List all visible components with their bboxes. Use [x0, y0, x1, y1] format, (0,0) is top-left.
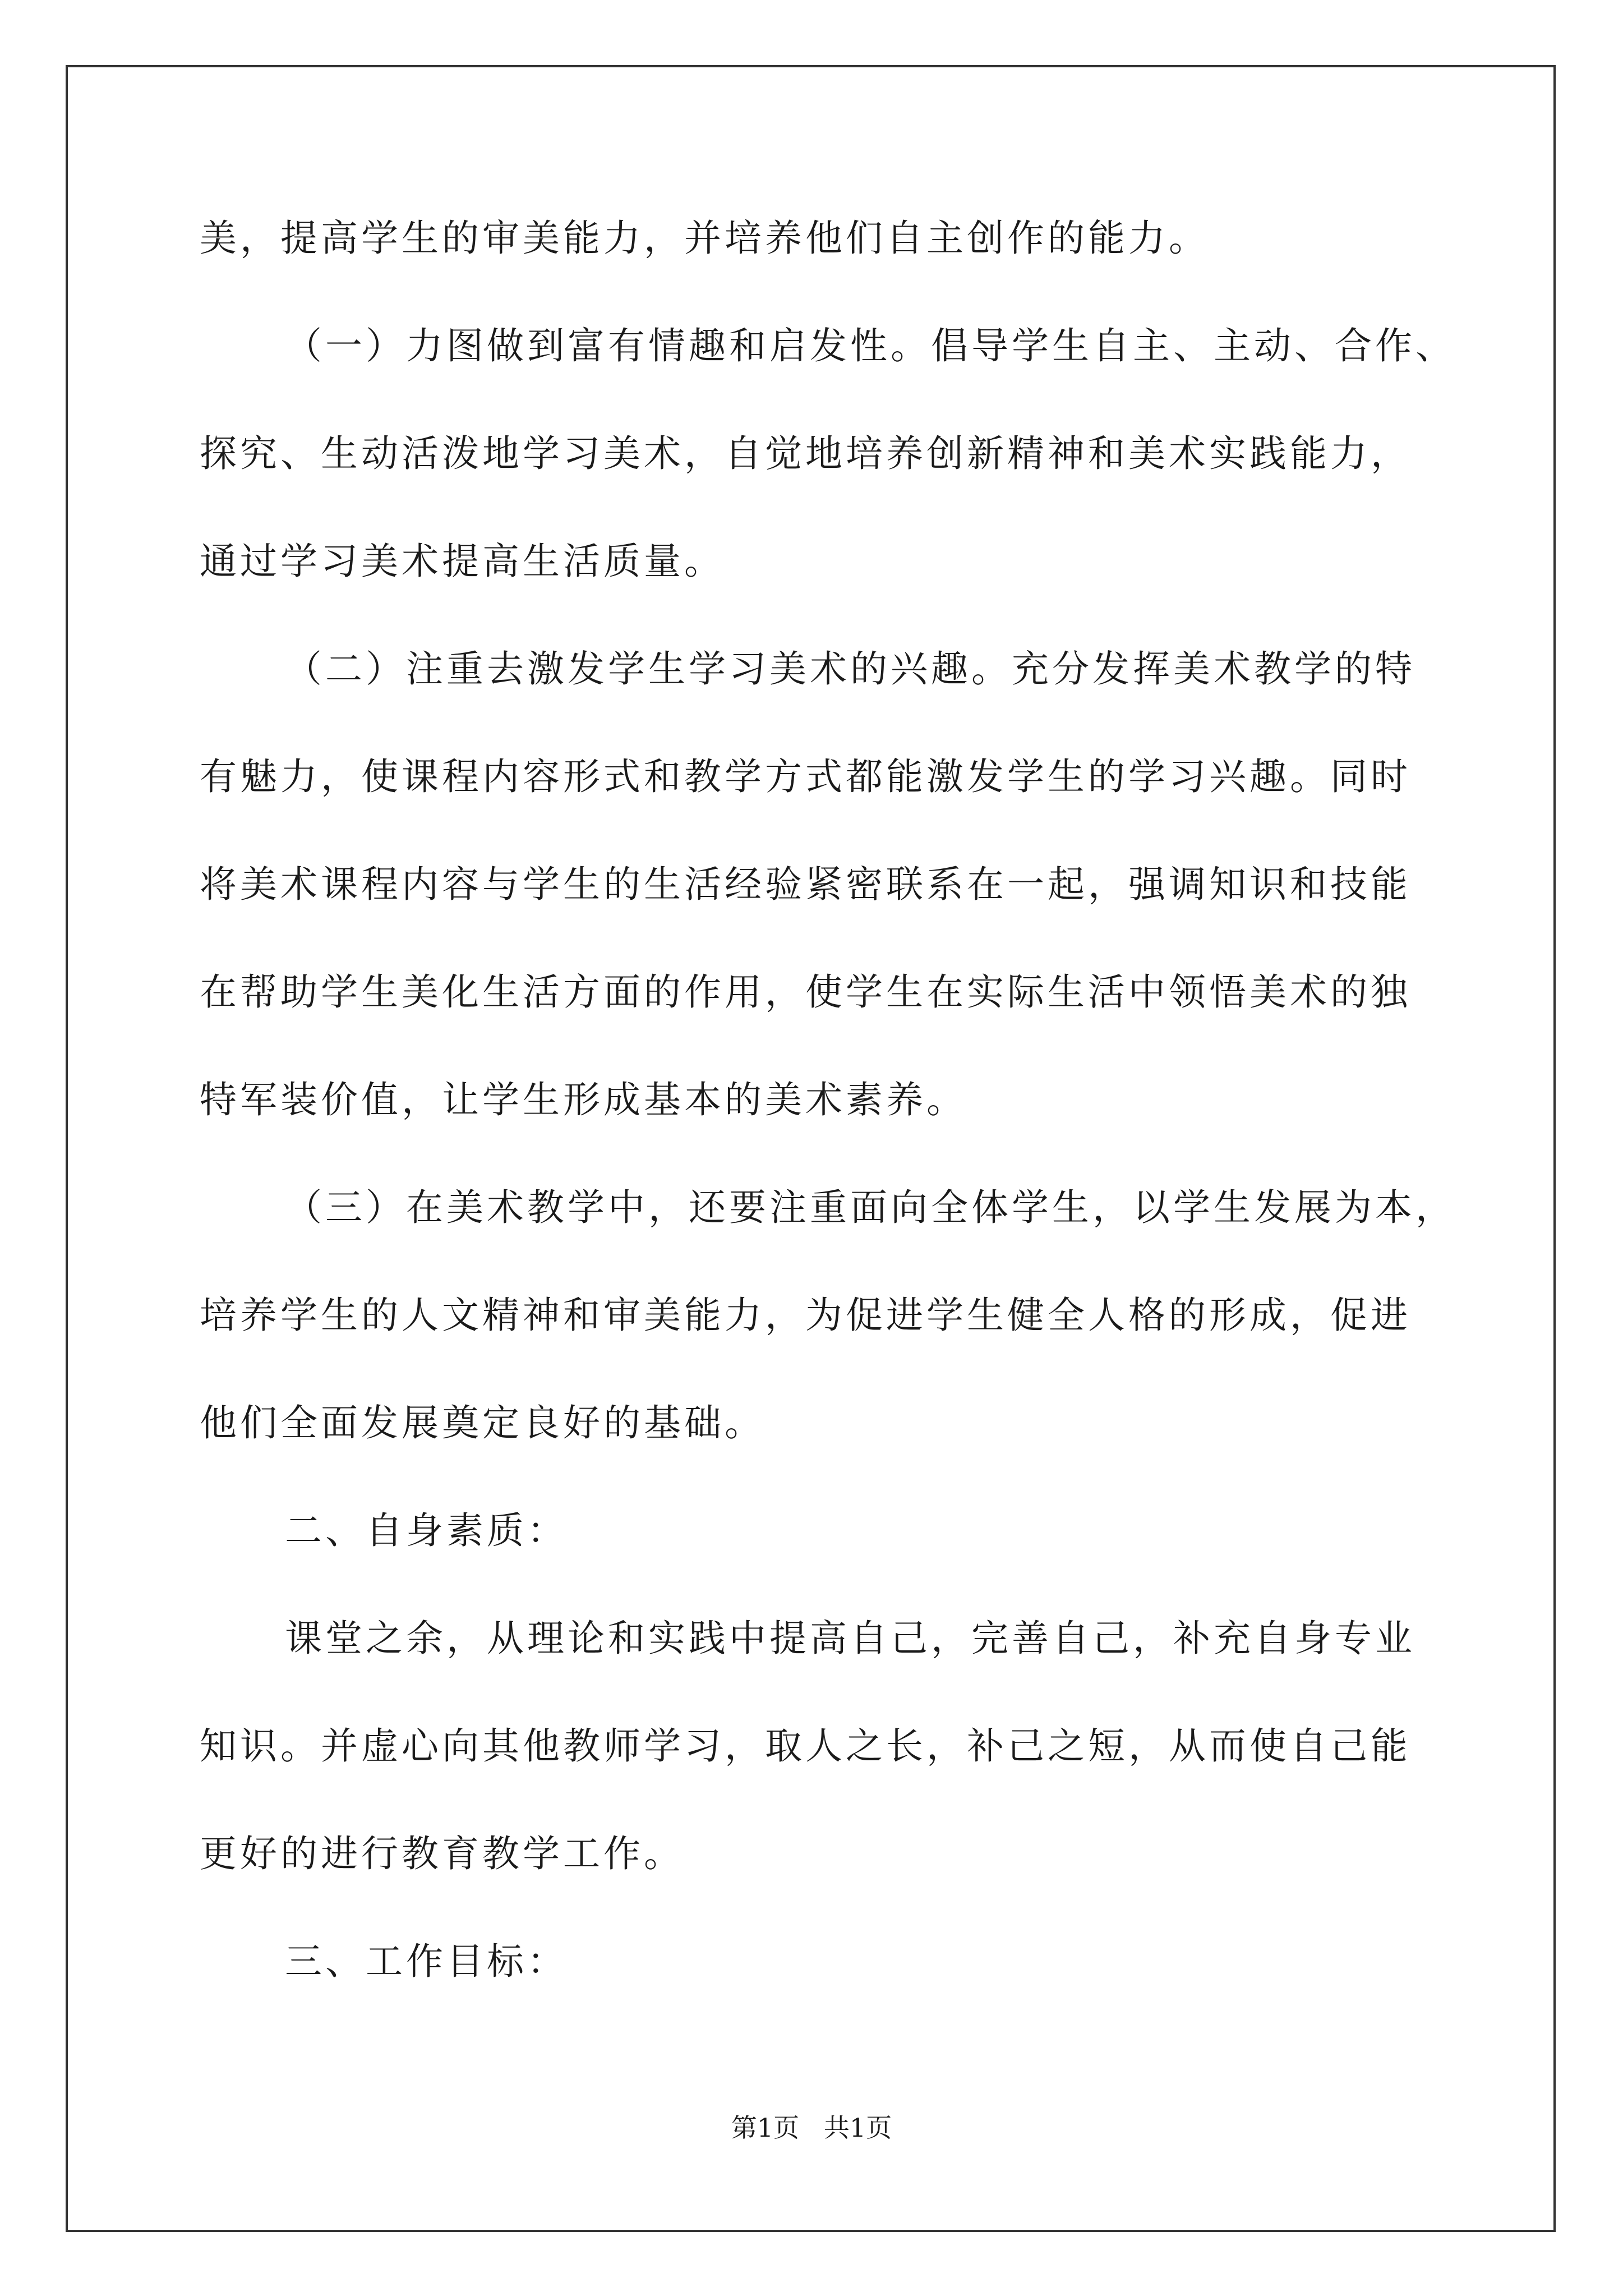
text-line-9: 特军装价值，让学生形成基本的美术素养。: [200, 1078, 967, 1121]
text-line-11: 培养学生的人文精神和审美能力，为促进学生健全人格的形成，促进: [200, 1294, 1411, 1337]
section-heading-2: 二、自身素质：: [285, 1509, 568, 1552]
text-line-15: 知识。并虚心向其他教师学习，取人之长，补己之短，从而使自己能: [200, 1724, 1411, 1768]
text-line-5: （二）注重去激发学生学习美术的兴趣。充分发挥美术教学的特: [285, 647, 1415, 691]
text-line-1: 美，提高学生的审美能力，并培养他们自主创作的能力。: [200, 217, 1209, 260]
text-line-16: 更好的进行教育教学工作。: [200, 1832, 684, 1875]
text-line-7: 将美术课程内容与学生的生活经验紧密联系在一起，强调知识和技能: [200, 863, 1411, 906]
text-line-4: 通过学习美术提高生活质量。: [200, 540, 725, 583]
text-line-6: 有魅力，使课程内容形式和教学方式都能激发学生的学习兴趣。同时: [200, 755, 1411, 798]
page-number: 第1页 共1页: [731, 2113, 892, 2143]
text-line-8: 在帮助学生美化生活方面的作用，使学生在实际生活中领悟美术的独: [200, 970, 1411, 1014]
text-line-14: 课堂之余，从理论和实践中提高自己，完善自己，补充自身专业: [285, 1617, 1415, 1660]
document-body: [200, 216, 1461, 1984]
text-line-12: 他们全面发展奠定良好的基础。: [200, 1401, 765, 1444]
text-line-2: （一）力图做到富有情趣和启发性。倡导学生自主、主动、合作、: [285, 324, 1456, 367]
text-line-3: 探究、生动活泼地学习美术，自觉地培养创新精神和美术实践能力，: [200, 432, 1411, 475]
section-heading-3: 三、工作目标：: [285, 1940, 568, 1983]
text-line-10: （三）在美术教学中，还要注重面向全体学生，以学生发展为本，: [285, 1186, 1456, 1229]
